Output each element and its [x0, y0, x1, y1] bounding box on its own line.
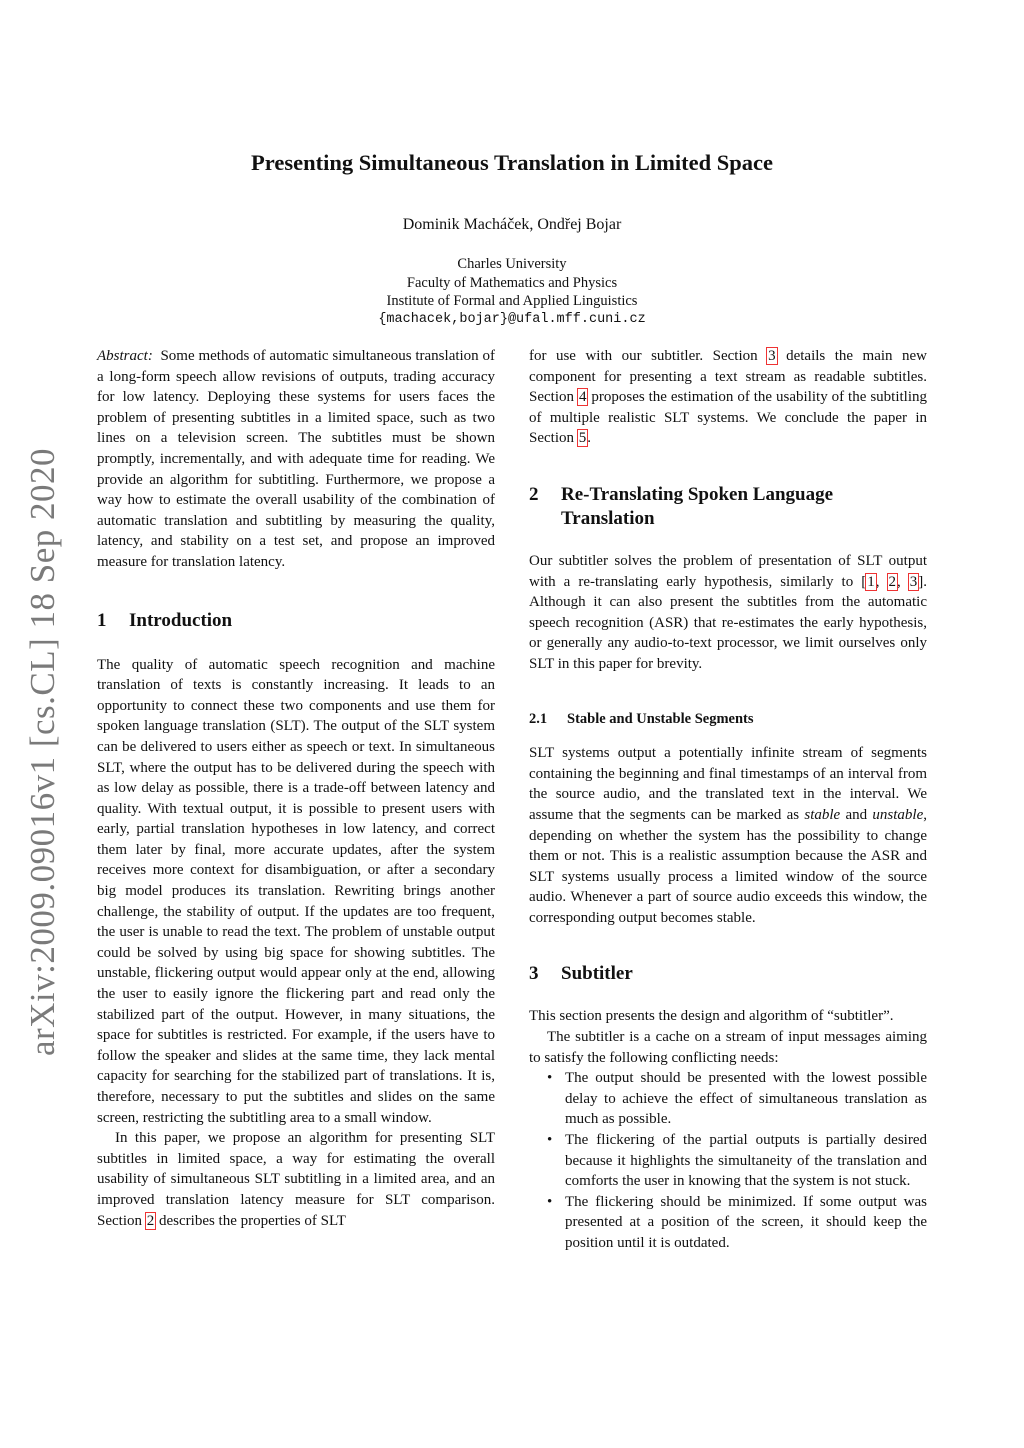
abstract [97, 346, 495, 573]
paper-title: Presenting Simultaneous Translation in Limited Space [251, 150, 773, 175]
intro-text: In this paper, we propose an algorithm for presenting SLT subtitles in limited space, a way for estimating the overall usability of simultaneous SLT subtitling in a limited area, and an improved translation latency measure for SLT comparison. Section [97, 1130, 495, 1229]
citation-link[interactable]: 3 [909, 573, 918, 590]
section21-text: SLT systems output a potentially infinite stream of segments containing the beginning and final timestamps of an interval from the source audio, and the translated text in the interval. We assume that the segments can be marked as [529, 745, 927, 823]
section21-text: and [840, 806, 873, 823]
list-item: • The flickering should be minimized. If some output was presented at a position of the screen, it should keep the position until it is outdated. [565, 1192, 927, 1254]
intro-text: . [587, 430, 591, 447]
subsection-heading-stable-unstable [529, 709, 927, 730]
intro-paragraph-2 [97, 1128, 495, 1231]
section-title-line: Re-Translating Spoken Language [561, 483, 834, 505]
intro-paragraph-2-continued [529, 346, 927, 449]
section-title-line: Translation [561, 507, 655, 529]
term-unstable: unstable [872, 806, 924, 823]
citation-separator: , [897, 573, 909, 590]
section2-text: ]. Although it can also present the subtitles from the automatic speech recognition (ASR) that re-estimates the early hypothesis, or generally any audio-to-text processor, we limit ourselves only SLT in this paper for brevity. [529, 573, 928, 672]
section-ref-link[interactable]: 2 [146, 1212, 155, 1229]
section-ref-link[interactable]: 5 [578, 430, 587, 447]
section3-paragraph-2: The subtitler is a cache on a stream of input messages aiming to satisfy the following conflicting needs: [529, 1029, 927, 1066]
section-title [561, 483, 833, 531]
arxiv-identifier-text: arXiv:2009.09016v1 [cs.CL] 18 Sep 2020 [23, 447, 62, 1057]
section-ref-link[interactable]: 4 [578, 389, 587, 406]
intro-text: describes the properties of SLT [155, 1212, 346, 1229]
paper-authors: Dominik Macháček, Ondřej Bojar [402, 216, 622, 233]
section-heading-introduction [97, 609, 495, 633]
affiliation-faculty: Faculty of Mathematics and Physics [406, 274, 618, 291]
term-stable: stable [804, 806, 841, 823]
list-item: • The output should be presented with the lowest possible delay to achieve the effect of simultaneous translation as much as possible. [565, 1068, 927, 1130]
subsection-number: 2.1 [529, 710, 548, 727]
section-number: 3 [529, 963, 539, 985]
arxiv-identifier [18, 447, 68, 1057]
section21-text: , depending on whether the system has the possibility to change them or not. This is a realistic assumption because the ASR and SLT systems usually process a limited window of the source audio. Whenever a part of source audio exceeds this window, the corresponding output becomes stable. [529, 806, 927, 926]
right-column [529, 346, 927, 1254]
intro-text: for use with our subtitler. Section [529, 348, 768, 364]
section3-paragraph-1: This section presents the design and algorithm of “subtitler”. [529, 1008, 894, 1025]
author-email: {machacek,bojar}@ufal.mff.cuni.cz [378, 311, 646, 327]
affiliation-university: Charles University [457, 256, 567, 272]
citation-link[interactable]: 1 [867, 573, 875, 590]
affiliation-institute: Institute of Formal and Applied Linguistics [386, 293, 638, 309]
left-column [97, 346, 495, 1231]
section2-paragraph [529, 551, 927, 675]
list-item: • The flickering of the partial outputs is partially desired because it highlights the simultaneity of the translation and comforts the user in knowing that the system is not stuck. [565, 1130, 927, 1192]
section-heading-retranslating [529, 483, 927, 531]
intro-text: details the main new component for presenting a text stream as readable subtitles. Section [529, 348, 927, 406]
intro-paragraph-1: The quality of automatic speech recognition and machine translation of texts is constantly increasing. It leads to an opportunity to connect these two components and use them for spoken language translation (SLT). The output of the SLT system can be delivered to users either as speech or text. In simultaneous SLT, where the output has to be delivered during the speech with as low delay as possible, there is a trade-off between latency and quality. With textual output, it is possible to present users with early, partial translation hypotheses in low latency, and correct them later by final, more accurate updates, after the system receives more context for disambiguation, or after a secondary big model produces its translation. Rewriting brings another challenge, the stability of output. If the updates are too frequent, the user is unable to read the text. The problem of unstable output could be solved by using big space for showing subtitles. The unstable, flickering output would appear only at the end, allowing the user to easily ignore the flickering part and read only the stabilized part of the output. However, in many situations, the space for subtitles is restricted. For example, if the users have to follow the speaker and slides at the same time, they lack mental capacity for searching for the stabilized part of translations. It is, therefore, necessary to put the subtitles and slides on the same screen, restricting the subtitling area to a small window. [97, 656, 495, 1126]
section2-text: Our subtitler solves the problem of presentation of SLT output with a re-translating early hypothesis, similarly to [ [529, 552, 927, 590]
abstract-label: Abstract: [97, 348, 153, 364]
needs-list [529, 1068, 927, 1253]
section-title: Introduction [129, 609, 233, 631]
section-number: 2 [529, 483, 539, 505]
section-number: 1 [97, 609, 107, 631]
subsection-title: Stable and Unstable Segments [567, 710, 754, 727]
intro-text: proposes the estimation of the usability of the subtitling of multiple realistic SLT systems. We conclude the paper in Section [529, 389, 927, 447]
section-title: Subtitler [561, 963, 633, 985]
abstract-text: Some methods of automatic simultaneous translation of a long-form speech allow revisions of outputs, trading accuracy for low latency. Deploying these systems for users faces the problem of presenting subtitles in a limited space, such as two lines on a television screen. The subtitles must be shown promptly, incrementally, and with adequate time for reading. We provide an algorithm for subtitling. Furthermore, we propose a way how to estimate the overall usability of the combination of automatic translation and subtitling by measuring the quality, latency, and stability on a test set, and propose an improved measure for translation latency. [97, 348, 495, 570]
section-heading-subtitler [529, 962, 927, 986]
affiliation-block [0, 255, 1024, 329]
section21-paragraph [529, 743, 927, 928]
citation-link[interactable]: 2 [888, 573, 896, 590]
citation-separator: , [875, 573, 888, 590]
section-ref-link[interactable]: 3 [768, 348, 776, 364]
